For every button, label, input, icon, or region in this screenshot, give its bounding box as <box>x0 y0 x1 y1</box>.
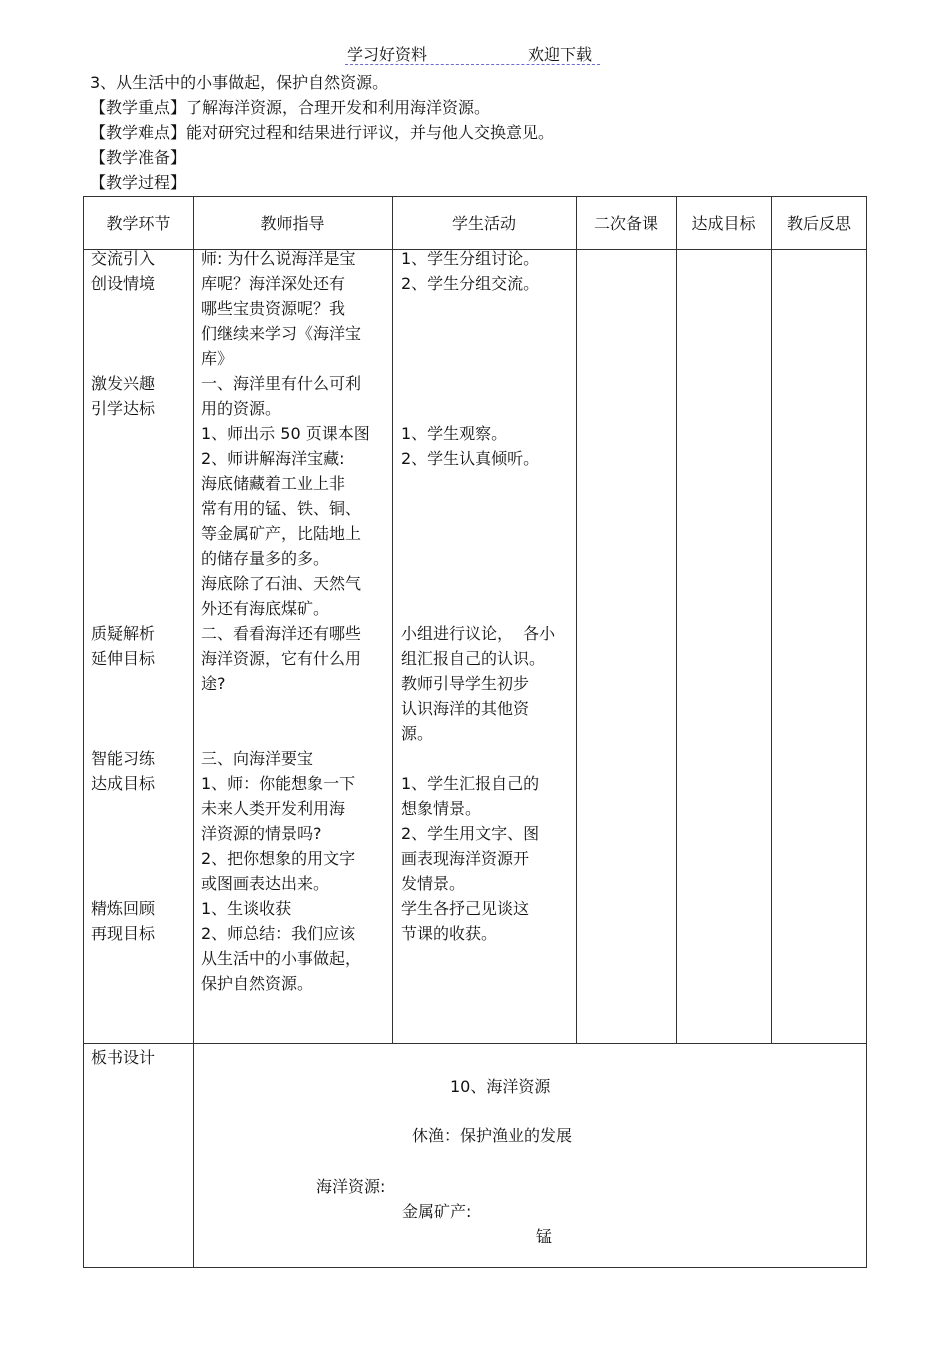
student-block-2: 1、学生观察。 2、学生认真倾听。 <box>401 424 540 468</box>
header-teacher: 教师指导 <box>260 214 325 233</box>
header-goal: 达成目标 <box>691 214 756 233</box>
student-block-1: 1、学生分组讨论。 2、学生分组交流。 <box>401 249 540 293</box>
column-divider <box>576 197 577 1043</box>
stage-practice: 智能习练 达成目标 <box>91 749 156 793</box>
board-line: 休渔：保护渔业的发展 <box>412 1126 573 1145</box>
board-line: 海洋资源: <box>316 1177 386 1196</box>
header-dashed-underline <box>345 64 600 65</box>
board-label: 板书设计 <box>91 1048 156 1067</box>
teacher-block-1: 师: 为什么说海洋是宝 库呢？海洋深处还有 哪些宝贵资源呢？我 们继续来学习《海洋宝 库》 <box>201 249 362 368</box>
stage-question: 质疑解析 延伸目标 <box>91 624 156 668</box>
stage-intro: 交流引入 创设情境 <box>91 249 156 293</box>
header-student: 学生活动 <box>451 214 516 233</box>
intro-section <box>90 70 554 195</box>
intro-line: 【教学重点】了解海洋资源，合理开发和利用海洋资源。 <box>90 98 491 117</box>
header-reflection: 教后反思 <box>786 214 851 233</box>
intro-line: 【教学准备】 <box>90 148 187 167</box>
row-divider <box>84 1043 866 1044</box>
header-second-prep: 二次备课 <box>593 214 658 233</box>
column-divider <box>193 197 194 1268</box>
intro-line: 3、从生活中的小事做起，保护自然资源。 <box>90 73 389 92</box>
stage-interest: 激发兴趣 引学达标 <box>91 374 156 418</box>
teacher-block-4: 三、向海洋要宝 1、师：你能想象一下 未来人类开发利用海 洋资源的情景吗? 2、把你想象的用文字 或图画表达出来。 <box>201 749 356 893</box>
board-title: 10、海洋资源 <box>450 1077 551 1096</box>
intro-line: 【教学难点】能对研究过程和结果进行评议，并与他人交换意见。 <box>90 123 555 142</box>
student-block-4: 1、学生汇报自己的 想象情景。 2、学生用文字、图 画表现海洋资源开 发情景。 <box>401 774 540 893</box>
student-block-3: 小组进行议论， 各小 组汇报自己的认识。 教师引导学生初步 认识海洋的其他资 源。 <box>401 624 556 743</box>
page-header <box>0 42 950 66</box>
board-line: 金属矿产: <box>402 1202 472 1221</box>
teacher-block-2: 一、海洋里有什么可利 用的资源。 1、师出示 50 页课本图 2、师讲解海洋宝藏: 海底储藏着工业上非 常有用的锰、铁、铜、 等金属矿产，比陆地上 的储存量多的多。 海底除了石油、天然气 外还有海底煤矿。 <box>201 374 370 618</box>
column-divider <box>771 197 772 1043</box>
stage-review: 精炼回顾 再现目标 <box>91 899 156 943</box>
column-divider <box>676 197 677 1043</box>
header-right-text: 欢迎下载 <box>528 45 593 64</box>
header-stage: 教学环节 <box>106 214 171 233</box>
teacher-block-3: 二、看看海洋还有哪些 海洋资源，它有什么用 途? <box>201 624 362 693</box>
header-left-text: 学习好资料 <box>347 45 428 64</box>
student-block-5: 学生各抒己见谈这 节课的收获。 <box>401 899 530 943</box>
column-divider <box>392 197 393 1043</box>
lesson-table <box>83 196 867 1268</box>
board-line: 锰 <box>536 1227 553 1246</box>
teacher-block-5: 1、生谈收获 2、师总结：我们应该 从生活中的小事做起， 保护自然资源。 <box>201 899 362 993</box>
intro-line: 【教学过程】 <box>90 173 187 192</box>
